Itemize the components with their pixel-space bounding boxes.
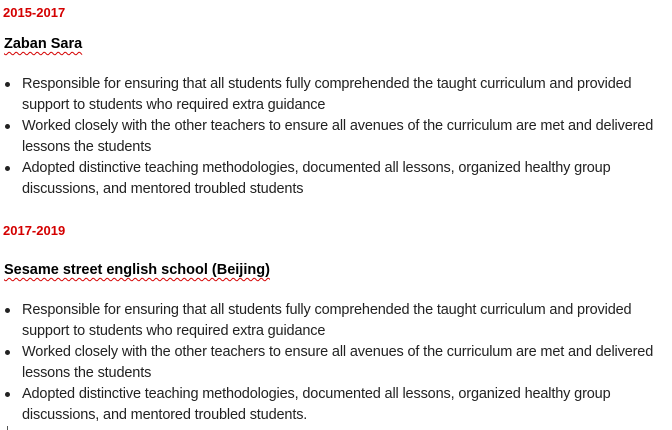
entry-period: 2015-2017 xyxy=(3,5,66,20)
list-item xyxy=(0,342,672,384)
bullet-icon xyxy=(5,124,10,129)
duty-text: Worked closely with the other teachers to ensure all avenues of the curriculum are met and delivered lessons the students xyxy=(22,344,654,381)
duty-text: Worked closely with the other teachers to ensure all avenues of the curriculum are met and delivered lessons the students xyxy=(22,118,654,155)
duty-text: Responsible for ensuring that all students fully comprehended the taught curriculum and provided support to students who required extra guidance xyxy=(22,302,632,339)
duties-list xyxy=(0,300,672,426)
entry-employer xyxy=(4,261,270,279)
bullet-icon xyxy=(5,308,10,313)
duty-text: Adopted distinctive teaching methodologies, documented all lessons, organized healthy group discussions, and mentored troubled students. xyxy=(22,386,611,423)
bullet-icon xyxy=(5,82,10,87)
list-item xyxy=(0,300,672,342)
list-item xyxy=(0,158,672,200)
list-item xyxy=(0,384,672,426)
employer-name: Zaban Sara xyxy=(4,36,83,52)
duty-text: Responsible for ensuring that all students fully comprehended the taught curriculum and provided support to students who required extra guidance xyxy=(22,76,632,113)
bullet-icon xyxy=(5,350,10,355)
list-item xyxy=(0,74,672,116)
duty-text: Adopted distinctive teaching methodologies, documented all lessons, organized healthy group discussions, and mentored troubled students xyxy=(22,160,611,197)
bullet-icon xyxy=(5,166,10,171)
duties-list xyxy=(0,74,672,200)
entry-employer xyxy=(4,35,82,53)
list-item xyxy=(0,116,672,158)
bullet-icon xyxy=(5,392,10,397)
text-cursor-mark xyxy=(7,426,8,430)
entry-period: 2017-2019 xyxy=(3,223,66,238)
employer-name: Sesame street english school (Beijing) xyxy=(4,262,270,278)
